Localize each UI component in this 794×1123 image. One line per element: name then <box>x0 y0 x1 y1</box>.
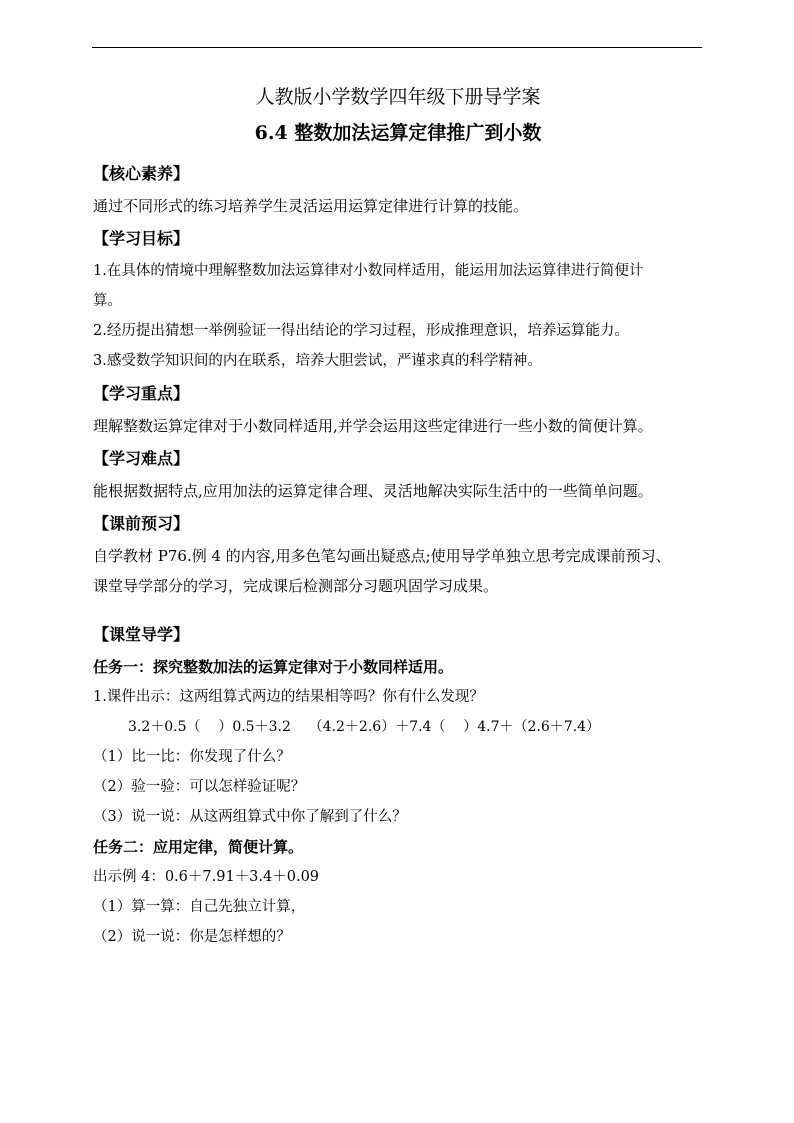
goals-heading: 【学习目标】 <box>93 229 190 248</box>
comparison-formula: 3.2＋0.5（ ）0.5＋3.2 （4.2＋2.6）＋7.4（ ）4.7＋（2.6＋7.4） <box>128 719 601 735</box>
goal-item: 1.在具体的情境中理解整数加法运算律对小数同样适用，能运用加法运算律进行简便计 <box>93 263 644 279</box>
task-two-title: 任务二：应用定律，简便计算。 <box>93 838 304 856</box>
task-two-step: （2）说一说：你是怎样想的？ <box>93 929 291 945</box>
core-text: 通过不同形式的练习培养学生灵活运用运算定律进行计算的技能。 <box>93 197 529 215</box>
difficulties-text: 能根据数据特点,应用加法的运算定律合理、灵活地解决实际生活中的一些简单问题。 <box>93 482 653 500</box>
preview-heading: 【课前预习】 <box>93 514 190 533</box>
preview-line: 课堂导学部分的学习，完成课后检测部分习题巩固学习成果。 <box>93 577 499 595</box>
task-one-step: （1）比一比：你发现了什么？ <box>93 749 291 765</box>
task-two-example: 出示例 4：0.6＋7.91＋3.4＋0.09 <box>93 869 320 885</box>
core-heading: 【核心素养】 <box>93 164 190 183</box>
guide-heading: 【课堂导学】 <box>93 625 190 644</box>
difficulties-heading: 【学习难点】 <box>93 449 190 468</box>
key-points-heading: 【学习重点】 <box>93 384 190 403</box>
preview-line: 自学教材 P76.例 4 的内容,用多色笔勾画出疑惑点;使用导学单独立思考完成课前预习、 <box>93 547 671 565</box>
goal-item: 算。 <box>93 293 122 309</box>
task-one-question: 1.课件出示：这两组算式两边的结果相等吗？你有什么发现？ <box>93 689 484 705</box>
task-one-title: 任务一：探究整数加法的运算定律对于小数同样适用。 <box>93 658 454 676</box>
header-rule <box>92 47 702 48</box>
task-one-step: （2）验一验：可以怎样验证呢？ <box>93 779 306 795</box>
goal-item: 3.感受数学知识间的内在联系，培养大胆尝试，严谨求真的科学精神。 <box>93 353 542 369</box>
document-body <box>93 80 703 952</box>
document-title: 6.4 整数加法运算定律推广到小数 <box>254 122 542 144</box>
task-one-step: （3）说一说：从这两组算式中你了解到了什么？ <box>93 809 407 825</box>
document-subtitle: 人教版小学数学四年级下册导学案 <box>255 86 541 108</box>
task-two-step: （1）算一算：自己先独立计算， <box>93 899 306 915</box>
key-points-text: 理解整数运算定律对于小数同样适用,并学会运用这些定律进行一些小数的简便计算。 <box>93 417 653 435</box>
goal-item: 2.经历提出猜想一举例验证一得出结论的学习过程，形成推理意识，培养运算能力。 <box>93 323 629 339</box>
section-gap <box>93 601 703 617</box>
